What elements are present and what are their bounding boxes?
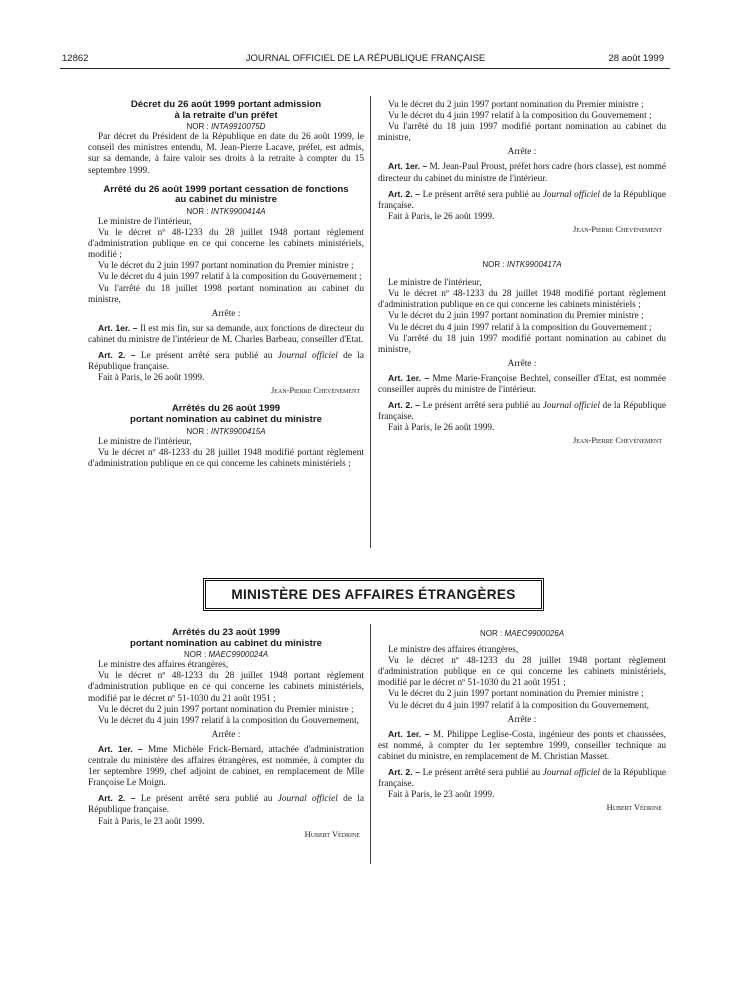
article-text-end: de la République française. (378, 768, 666, 790)
signature: Jean-Pierre Chevènement (270, 386, 360, 396)
article-1 (378, 729, 666, 763)
signature: Jean-Pierre Chevènement (572, 224, 662, 234)
mae-arretes-title-line-1: Arrêtés du 23 août 1999 (171, 627, 281, 638)
visa-decret-gouvernement: Vu le décret du 4 juin 1997 relatif à la composition du Gouvernement, (98, 715, 359, 726)
arrete-label: Arrête : (507, 147, 537, 158)
visa-decret-premier-ministre: Vu le décret du 2 juin 1997 portant nomination du Premier ministre ; (98, 704, 354, 715)
issue-date: 28 août 1999 (608, 53, 664, 64)
article-1 (378, 373, 666, 396)
visa-decret-gouvernement: Vu le décret du 4 juin 1997 relatif à la composition du Gouvernement ; (388, 111, 652, 122)
visa-decret-1948: Vu le décret nº 48-1233 du 28 juillet 1948 modifié portant règlement d'administration publique en ce qui concerne les cabinets ministériels ; (88, 447, 364, 469)
article-text: Le présent arrêté sera publié au (422, 189, 543, 200)
visa-decret-gouvernement: Vu le décret du 4 juin 1997 relatif à la composition du Gouvernement ; (98, 272, 362, 283)
article-text: Mme Marie-Françoise Bechtel, conseiller d'Etat, est nommée conseiller auprès du ministre de l'intérieur. (378, 373, 667, 395)
article-2 (378, 400, 666, 423)
article-label: Art. 1er. – (98, 743, 143, 754)
fait-a-paris: Fait à Paris, le 23 août 1999. (98, 816, 205, 827)
right-top-column (378, 100, 666, 446)
arretes-nomination-nor (88, 426, 364, 437)
article-label: Art. 2. – (388, 400, 420, 411)
second-arrete-nor (378, 259, 666, 270)
journal-officiel-italic: Journal officiel (542, 189, 600, 200)
page-number: 12862 (62, 53, 89, 64)
article-label: Art. 1er. – (388, 161, 428, 172)
nor-code: MAEC9900026A (504, 629, 565, 638)
visa-decret-1948: Vu le décret nº 48-1233 du 28 juillet 1948 portant règlement d'administration publique en ce qui concerne les cabinets ministériels, modifié par le décret nº 51-1030 du 21 août 1951 ; (88, 671, 364, 704)
article-label: Art. 2. – (98, 793, 136, 804)
article-text-end: de la République française. (88, 794, 365, 816)
fait-a-paris: Fait à Paris, le 26 août 1999. (388, 211, 495, 222)
article-label: Art. 1er. – (388, 728, 430, 739)
article-text-end: de la République française. (88, 350, 365, 373)
article-text: M. Jean-Paul Proust, préfet hors cadre (hors classe), est nommé directeur du cabinet du ministre de l'intérieur. (378, 162, 666, 184)
signature: Jean-Pierre Chevènement (572, 436, 662, 446)
visa-decret-1948: Vu le décret nº 48-1233 du 28 juillet 1948 modifié portant règlement d'administration publique en ce qui concerne les cabinets ministériels ; (378, 289, 666, 311)
article-1 (378, 161, 666, 184)
article-label: Art. 1er. – (98, 322, 138, 333)
right-bottom-column (378, 628, 666, 813)
visa-minister: Le ministre des affaires étrangères, (388, 645, 519, 656)
article-2 (88, 350, 364, 373)
nor-label: NOR : (479, 629, 503, 638)
visa-minister: Le ministre de l'intérieur, (98, 436, 192, 447)
article-1 (88, 744, 364, 789)
article-text: Le présent arrêté sera publié au (140, 794, 278, 805)
article-text: Mme Michèle Frick-Bernard, attachée d'administration centrale du ministère des affaires étrangères, est nommée, à compter du 1er septembre 1999, chef adjoint de cabinet, en remplacement de Mlle Françoise Le Moign. (88, 744, 365, 789)
arretes-nomination-title-line-1: Arrêtés du 26 août 1999 (171, 403, 281, 415)
journal-officiel-italic: Journal officiel (542, 401, 600, 412)
nor-label: NOR : (186, 426, 209, 436)
mae-arretes-nor (88, 649, 364, 660)
header-rule (60, 68, 670, 69)
left-bottom-column (88, 628, 364, 840)
visa-decret-premier-ministre: Vu le décret du 2 juin 1997 portant nomination du Premier ministre ; (388, 100, 644, 110)
nor-code: INTK9900414A (210, 206, 266, 216)
nor-code: INTK9900417A (506, 260, 562, 270)
article-text: Le présent arrêté sera publié au (422, 401, 543, 412)
left-top-column (88, 100, 364, 470)
visa-arrete-1997: Vu l'arrêté du 18 juin 1997 modifié portant nomination au cabinet du ministre, (378, 122, 666, 144)
fait-a-paris: Fait à Paris, le 26 août 1999. (388, 423, 495, 434)
journal-officiel-italic: Journal officiel (277, 350, 338, 361)
visa-decret-1948: Vu le décret nº 48-1233 du 28 juillet 1948 portant règlement d'administration publique en ce qui concerne les cabinets ministériels, modifié par le décret nº 51-1030 du 21 août 1951 ; (378, 656, 666, 689)
arrete-cessation-title-line-1: Arrêté du 26 août 1999 portant cessation de fonctions (103, 183, 349, 195)
visa-decret-premier-ministre: Vu le décret du 2 juin 1997 portant nomination du Premier ministre ; (388, 311, 644, 322)
signature: Hubert Védrine (304, 829, 360, 839)
article-2 (88, 793, 364, 816)
article-2 (378, 767, 666, 790)
visa-arrete-1998: Vu l'arrêté du 18 juillet 1998 portant nomination au cabinet du ministre, (88, 283, 364, 305)
article-text: Le présent arrêté sera publié au (422, 768, 543, 779)
article-text: Il est mis fin, sur sa demande, aux fonctions de directeur du cabinet du ministre de l'intérieur de M. Charles Barbeau, conseiller d'Etat. (88, 323, 365, 345)
visa-decret-gouvernement: Vu le décret du 4 juin 1997 relatif à la composition du Gouvernement, (388, 700, 649, 711)
decree-nor (88, 121, 364, 132)
decree-body: Par décret du Président de la République en date du 26 août 1999, le conseil des ministres entendu, M. Jean-Pierre Lacave, préfet, est admis, sur sa demande, à faire valoir ses droits à la retraite à compter du 15 septembre 1999. (88, 132, 364, 176)
decree-title-line-2: à la retraite d'un préfet (174, 109, 278, 121)
arrete-label: Arrête : (507, 714, 537, 725)
journal-officiel-italic: Journal officiel (542, 768, 600, 779)
arrete-label: Arrête : (211, 729, 241, 740)
signature: Hubert Védrine (606, 803, 662, 813)
visa-minister: Le ministre de l'intérieur, (98, 216, 192, 227)
journal-title: JOURNAL OFFICIEL DE LA RÉPUBLIQUE FRANÇAISE (245, 53, 486, 64)
visa-decret-gouvernement: Vu le décret du 4 juin 1997 relatif à la composition du Gouvernement ; (388, 322, 652, 333)
visa-decret-premier-ministre: Vu le décret du 2 juin 1997 portant nomination du Premier ministre ; (388, 689, 644, 700)
visa-decret-premier-ministre: Vu le décret du 2 juin 1997 portant nomination du Premier ministre ; (98, 261, 354, 272)
nor-label: NOR : (186, 206, 209, 216)
visa-arrete-1997: Vu l'arrêté du 18 juin 1997 modifié portant nomination au cabinet du ministre, (378, 333, 666, 355)
column-divider-bottom (370, 624, 371, 864)
column-divider-top (370, 96, 371, 548)
article-label: Art. 2. – (98, 349, 136, 360)
nor-label: NOR : (183, 650, 207, 660)
nor-code: INTA9910075D (210, 122, 266, 132)
fait-a-paris: Fait à Paris, le 23 août 1999. (388, 790, 495, 801)
journal-officiel-italic: Journal officiel (277, 794, 338, 805)
decree-title-line-1: Décret du 26 août 1999 portant admission (130, 99, 322, 110)
article-text-end: de la République française. (378, 189, 666, 211)
visa-decret-1948: Vu le décret nº 48-1233 du 28 juillet 1948 portant règlement d'administration publique en ce qui concerne les cabinets ministériels, modifié ; (88, 228, 364, 261)
fait-a-paris: Fait à Paris, le 26 août 1999. (98, 373, 205, 384)
nor-code: MAEC9900024A (208, 650, 269, 660)
article-1 (88, 323, 364, 346)
arrete-label: Arrête : (507, 358, 537, 369)
arrete-label: Arrête : (211, 308, 241, 319)
article-label: Art. 1er. – (388, 372, 430, 383)
arrete-cessation-nor (88, 206, 364, 217)
ministry-banner: MINISTÈRE DES AFFAIRES ÉTRANGÈRES (203, 578, 544, 611)
article-text: M. Philippe Leglise-Costa, ingénieur des ponts et chaussées, est nommé, à compter du 1er septembre 1999, conseiller technique au cabinet du ministre, en remplacement de M. Christian Masset. (378, 729, 667, 762)
article-label: Art. 2. – (388, 767, 420, 778)
arretes-nomination-title-line-2: portant nomination au cabinet du ministre (130, 413, 322, 425)
mae-arretes-title-line-2: portant nomination au cabinet du ministre (130, 637, 322, 649)
visa-minister: Le ministre de l'intérieur, (388, 278, 482, 289)
nor-label: NOR : (482, 260, 505, 270)
arrete-cessation-title-line-2: au cabinet du ministre (175, 194, 277, 206)
article-text: Le présent arrêté sera publié au (140, 350, 278, 361)
nor-label: NOR : (186, 122, 209, 132)
mae-second-nor (378, 628, 666, 639)
nor-code: INTK9900415A (210, 426, 266, 436)
article-label: Art. 2. – (388, 188, 420, 199)
article-text-end: de la République française. (378, 401, 666, 423)
article-2 (378, 189, 666, 212)
visa-minister: Le ministre des affaires étrangères, (98, 660, 229, 671)
